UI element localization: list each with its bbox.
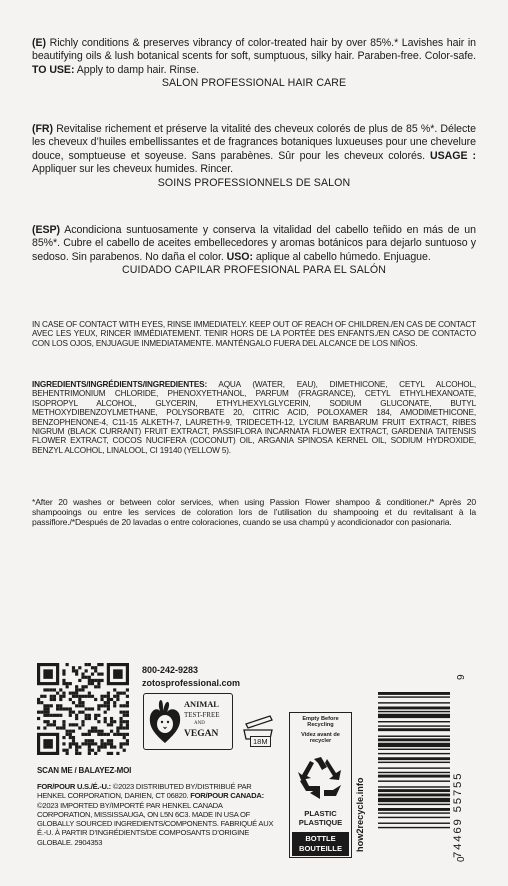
- ingredients-section: [32, 380, 476, 455]
- legal-ca-label: FOR/POUR CANADA:: [190, 791, 264, 801]
- barcode-digits: 74469 55755: [452, 771, 464, 858]
- website-link[interactable]: zotosprofessional.com: [142, 678, 241, 688]
- french-lead: (FR): [32, 123, 53, 135]
- spanish-use-label: USO:: [226, 250, 253, 263]
- badge-line-2: TEST-FREE: [184, 711, 220, 719]
- english-lead: (E): [32, 37, 46, 49]
- animal-test-free-vegan-badge: [143, 693, 233, 750]
- recycle-empty-en: Empty Before Recycling: [302, 716, 339, 729]
- rabbit-heart-icon: [148, 699, 182, 745]
- how2recycle-label: [289, 712, 352, 858]
- footnote-text: *After 20 washes or between color services, when using Passion Flower shampoo & conditioner./* Après 20 shampooings ou entre les services de coloration lors de l’utilisation du shampooing et du revitalisant à la passiflore./*Después de 20 lavadas o entre coloraciones, cuando se usa champú y acondicionador con pasionaria.: [32, 497, 476, 527]
- legal-ca-text: ©2023 IMPORTED BY/IMPORTÉ PAR HENKEL CANADA CORPORATION, MISSISSAUGA, ON L5N 6C3. MADE IN USA OF GLOBALLY SOURCED INGREDIENTS/COMPONENTS. FABRIQUÉ AUX É.-U. À PARTIR D’INGRÉDIENTS/DE COMPOSANTS D’ORIGINE GLOBALE. 2904353: [37, 800, 274, 847]
- legal-text: [37, 782, 277, 847]
- how2recycle-site[interactable]: how2recycle.info: [355, 777, 365, 852]
- qr-code-icon[interactable]: [37, 663, 129, 755]
- french-tagline: SOINS PROFESSIONNELS DE SALON: [157, 176, 351, 189]
- recycle-empty-fr: Videz avant de recycler: [301, 732, 340, 745]
- french-section: [32, 123, 476, 190]
- scan-me-label: SCAN ME / BALAYEZ-MOI: [37, 766, 132, 775]
- warning-text: IN CASE OF CONTACT WITH EYES, RINSE IMMEDIATELY. KEEP OUT OF REACH OF CHILDREN./EN CAS DE CONTACT AVEC LES YEUX, RINCER IMMÉDIATEMENT. TENIR HORS DE LA PORTÉE DES ENFANTS./EN CASO DE CONTACTO CON LOS OJOS, ENJUAGUE INMEDIATAMENTE. MANTÉNGALO FUERA DEL ALCANCE DE LOS NIÑOS.: [32, 320, 476, 348]
- spanish-section: [32, 224, 476, 278]
- badge-line-4: VEGAN: [184, 729, 219, 739]
- recycle-container: BOTTLE BOUTEILLE: [292, 832, 349, 856]
- ingredients-label: INGREDIENTS/INGRÉDIENTS/INGREDIENTES:: [32, 380, 208, 389]
- badge-line-3: AND: [194, 721, 205, 726]
- barcode-icon: [378, 690, 450, 868]
- ingredients-text: AQUA (WATER, EAU), DIMETHICONE, CETYL ALCOHOL, BEHENTRIMONIUM CHLORIDE, PHENOXYETHANOL, PARFUM (FRAGRANCE), CETYL ETHYLHEXANOATE, ISOPROPYL ALCOHOL, GLYCERIN, ETHYLHEXYLGLYCERIN, SODIUM GLUCONATE, BUTYL METHOXYDIBENZOYLMETHANE, POLYSORBATE 20, CITRIC ACID, POLOXAMER 184, AMODIMETHICONE, BENZOPHENONE-4, C11-15 ALKETH-7, LAURETH-9, TRIDECETH-12, LYCIUM BARBARUM FRUIT EXTRACT, RIBES NIGRUM (BLACK CURRANT) FRUIT EXTRACT, PASSIFLORA INCARNATA FLOWER EXTRACT, GARDENIA TAITENSIS FLOWER EXTRACT, COCOS NUCIFERA (COCONUT) OIL, ARGANIA SPINOSA KERNEL OIL, SODIUM HYDROXIDE, BENZYL ALCOHOL, LINALOOL, CI 19140 (YELLOW 5).: [32, 380, 476, 455]
- recycle-material: PLASTIC PLASTIQUE: [298, 809, 343, 827]
- french-body: Revitalise richement et préserve la vitalité des cheveux colorés de plus de 85 %*. Délecte les cheveux d’huiles embellissantes et de fragrances botaniques luxueuses pour une chevelure douce, somptueuse et soyeuse. Sans parabènes. Sûr pour les cheveux colorés.: [32, 123, 476, 162]
- spanish-use-text: aplique al cabello húmedo. Enjuague.: [252, 250, 431, 263]
- english-body: Richly conditions & preserves vibrancy of color-treated hair by over 85%.* Lavishes hair in beautifying oils & lush botanical scents for soft, sumptuous, silky hair. Paraben-free. Color-safe.: [32, 37, 476, 63]
- open-jar-icon: [240, 712, 276, 752]
- spanish-tagline: CUIDADO CAPILAR PROFESIONAL PARA EL SALÓN: [122, 264, 386, 277]
- french-use-label: USAGE :: [430, 149, 477, 162]
- period-after-opening: 18M: [250, 736, 271, 747]
- spanish-lead: (ESP): [32, 224, 61, 236]
- legal-us-text: ©2023 DISTRIBUTED BY/DISTRIBUÉ PAR HENKEL CORPORATION, DARIEN, CT 06820.: [37, 782, 252, 801]
- recycle-icon: [296, 753, 346, 803]
- english-use-label: TO USE:: [32, 63, 75, 76]
- legal-us-label: FOR/POUR U.S./É.-U.:: [37, 782, 111, 791]
- french-use-text: Appliquer sur les cheveux humides. Rincer.: [32, 163, 234, 176]
- barcode-check-digit: 9: [456, 674, 467, 680]
- phone-number: 800-242-9283: [142, 665, 199, 675]
- spanish-body: Acondiciona suntuosamente y conserva la vitalidad del cabello teñido en más de un 85%*. Cubre el cabello de aceites embellecedores y aromas botánicos para dejarlo suntuoso y sedoso. Sin parabenos. No daña el color.: [32, 224, 476, 263]
- english-section: [32, 37, 476, 91]
- english-use-text: Apply to damp hair. Rinse.: [74, 63, 200, 76]
- badge-line-1: ANIMAL: [184, 700, 219, 709]
- barcode-lead-digit: 0: [456, 856, 467, 862]
- english-tagline: SALON PROFESSIONAL HAIR CARE: [161, 77, 347, 90]
